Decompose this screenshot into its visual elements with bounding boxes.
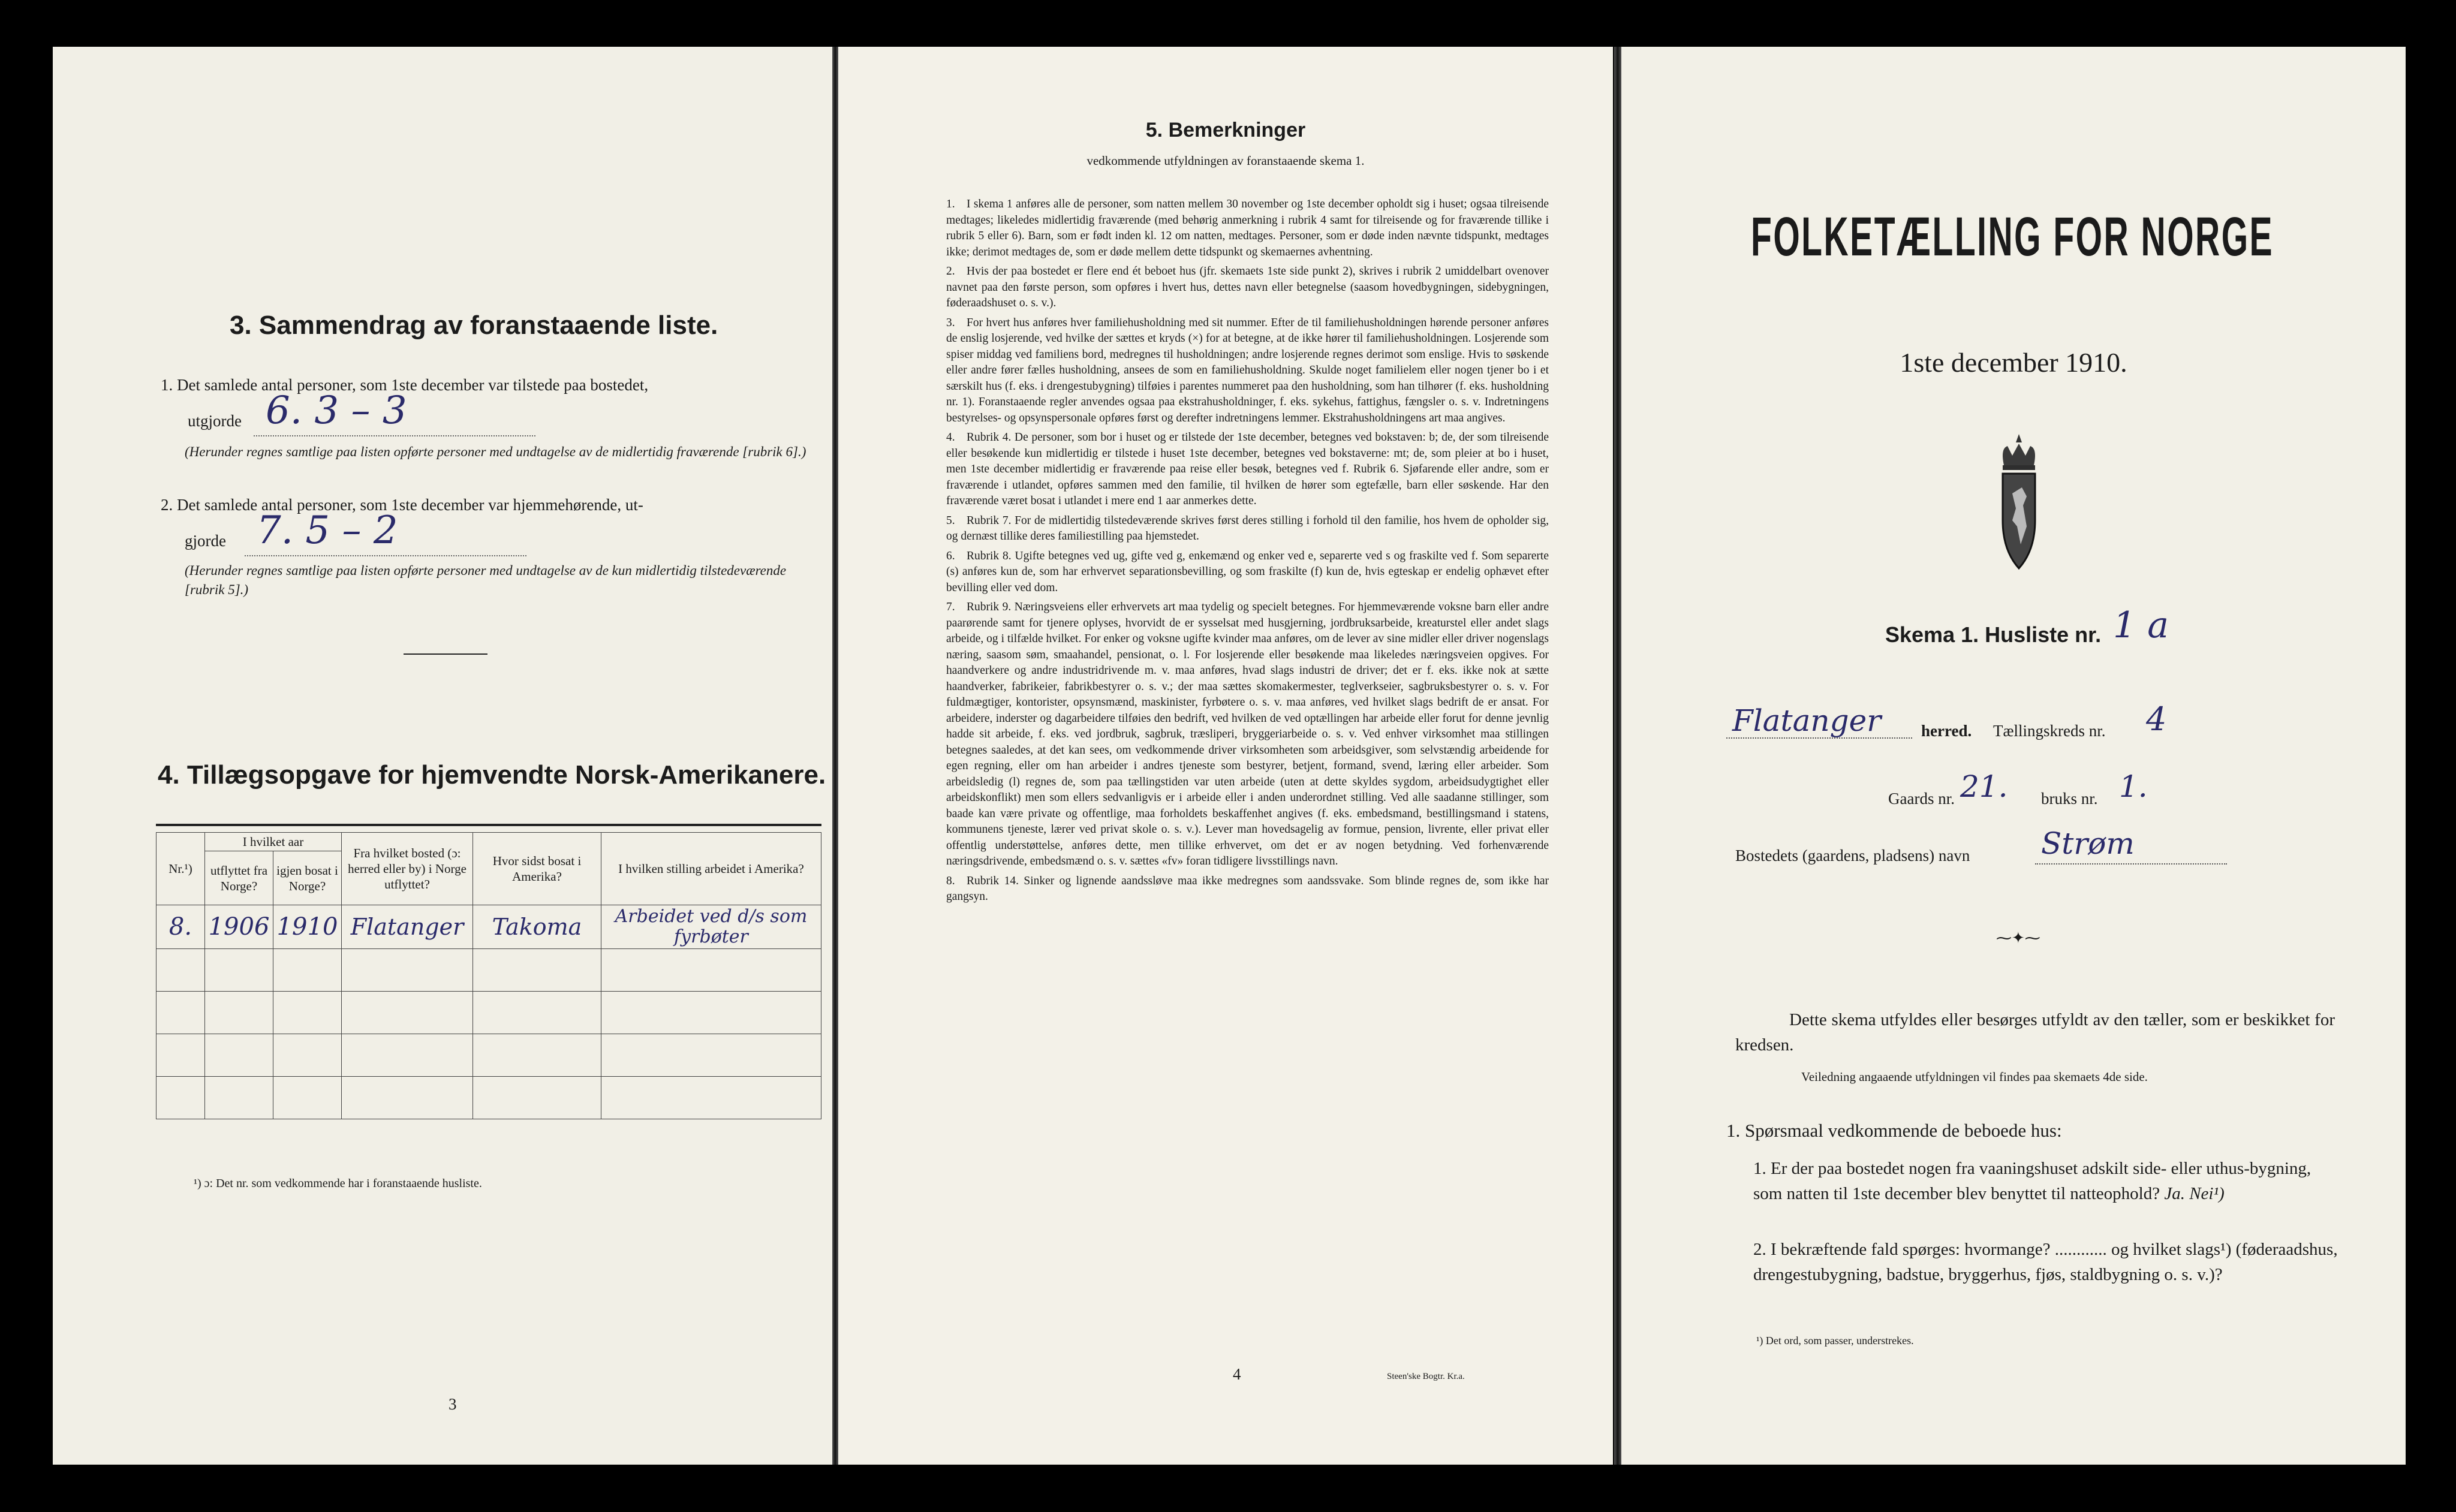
item-1-label: utgjorde: [188, 412, 242, 430]
cell-amerika: Takoma: [473, 905, 601, 949]
cell-utflyttet: 1906: [205, 905, 273, 949]
remark-1: 1. I skema 1 anføres alle de personer, som natten mellem 30 november og 1ste december opholdt sig i huset; ogsaa tilreisende medtages; likeledes midlertidig fraværende (med behørig anmerkning i rubrik 4 samt for tilreisende og for fraværende tillike i rubrik 5 eller 6). Barn, som er født inden kl. 12 om natten, medtages. Personer, som er døde inden nævnte tidspunkt, medtages ikke; derimot medtages de, som er døde mellem dette tidspunkt og skemaernes avhentning.: [946, 198, 1549, 258]
divider: [404, 653, 487, 655]
item-2-value: 7. 5 – 2: [257, 508, 398, 553]
table-row: [156, 1034, 821, 1077]
section-4-title: 4. Tillægsopgave for hjemvendte Norsk-Amerikanere.: [158, 760, 826, 790]
printer-mark: Steen'ske Bogtr. Kr.a.: [1387, 1372, 1465, 1381]
remark-5: 5. Rubrik 7. For de midlertidig tilstedeværende skrives først deres stilling i forhold til den familie, hos hvem de opholder sig, og dernæst tillike deres familiestilling paa hjemstedet.: [946, 514, 1549, 543]
herred-label: herred.: [1921, 722, 1972, 740]
cell-fra: Flatanger: [342, 905, 473, 949]
bruks-label: bruks nr.: [2041, 790, 2098, 808]
ornament-icon: ⁓✦⁓: [1996, 929, 2040, 947]
question-1: 1. Er der paa bostedet nogen fra vaaningshuset adskilt side- eller uthus-bygning, som natten til 1ste december blev benyttet til natteophold? Ja. Nei¹): [1753, 1159, 2311, 1203]
remark-8: 8. Rubrik 14. Sinker og lignende aandssløve maa ikke medregnes som aandssvake. Som blinde regnes de, som ikke har gangsyn.: [946, 874, 1549, 903]
question-2: 2. I bekræftende fald spørges: hvormange? ............ og hvilket slags¹) (føderaadshus, drengestubygning, badstue, bryggerhus, fjøs, staldbygning o. s. v.)?: [1753, 1240, 2338, 1284]
coat-of-arms-icon: [1994, 430, 2043, 580]
schema-number: 1 a: [2113, 604, 2169, 646]
remarks-list: [946, 197, 1549, 909]
item-1-note: (Herunder regnes samtlige paa listen opførte personer med undtagelse av de midlertidig fraværende [rubrik 6].): [185, 444, 806, 459]
bosted-underline: [2035, 863, 2227, 865]
table-top-rule: [156, 824, 821, 826]
item-1-value: 6. 3 – 3: [266, 388, 407, 433]
table-footnote: ¹) ɔ: Det nr. som vedkommende har i foranstaaende husliste.: [194, 1177, 482, 1190]
kreds-value: 4: [2146, 700, 2167, 738]
item-2-text: 2. Det samlede antal personer, som 1ste december var hjemmehørende, ut-: [161, 496, 643, 514]
page-fold: [1614, 47, 1621, 1465]
guide-text: Veiledning angaaende utfyldningen vil findes paa skemaets 4de side.: [1801, 1070, 2148, 1084]
page-middle: [838, 47, 1613, 1465]
gaards-label: Gaards nr.: [1888, 790, 1955, 808]
col-header-utflyttet: utflyttet fra Norge?: [205, 851, 273, 905]
col-header-igjen: igjen bosat i Norge?: [273, 851, 342, 905]
kreds-label: Tællingskreds nr.: [1993, 722, 2106, 740]
col-header-nr: Nr.¹): [156, 833, 205, 905]
item-1-text: 1. Det samlede antal personer, som 1ste december var tilstede paa bostedet,: [161, 376, 649, 394]
table-row: [156, 992, 821, 1034]
col-header-fra: Fra hvilket bosted (ɔ: herred eller by) i Norge utflyttet?: [342, 833, 473, 905]
table-row: [156, 905, 821, 949]
herred-value: Flatanger: [1732, 703, 1882, 738]
norsk-amerikaner-table: [156, 832, 821, 1119]
page-right: [1621, 47, 2406, 1465]
col-header-amerika: Hvor sidst bosat i Amerika?: [473, 833, 601, 905]
remarks-subtitle: vedkommende utfyldningen av foranstaaende skema 1.: [1086, 153, 1365, 168]
bosted-value: Strøm: [2041, 826, 2135, 861]
page-fold: [832, 47, 838, 1465]
schema-label: Skema 1. Husliste nr.: [1885, 622, 2102, 647]
bruks-value: 1.: [2119, 769, 2148, 804]
bosted-label: Bostedets (gaardens, pladsens) navn: [1735, 847, 1970, 865]
cell-stilling: Arbeidet ved d/s som fyrbøter: [601, 905, 821, 949]
remark-4: 4. Rubrik 4. De personer, som bor i huset og er tilstede der 1ste december, betegnes ved bokstaven: b; de, der som tilreisende eller besøkende kun midlertidig er tilstede i huset 1ste december, betegnes ved bokstaverne: mt; de, som pleier at bo i huset, men 1ste december midlertidig er fraværende paa reise eller besøk, betegnes ved f. Rubrik 6. Sjøfarende eller andre, som er fraværende i utlandet, opføres sammen med den familie, til hvilken de hører som egtefælle, barn eller søskende. Har den fraværende været bosat i utlandet i mere end 1 aar anmerkes dette.: [946, 431, 1549, 507]
remark-3: 3. For hvert hus anføres hver familiehusholdning med sit nummer. Efter de til familiehusholdningen hørende personer anføres de enslig losjerende, ved hvilke der sættes et kryds (×) for at betegne, at de ikke hører til familiehusholdningen. Losjerende som spiser middag ved familiens bord, medregnes til husholdningen; andre losjerende regnes derimot som enslige. Hvis to søskende eller andre fører fælles husholdning, ansees de som en familiehusholdning. Skulde noget familielem eller nogen tjener bo i et særskilt hus (f. eks. i drengestubygning) tilføies i parentes nummeret paa den husholdning, som han tilhører (f. eks. husholdning nr. 1). Foranstaaende regler anvendes ogsaa paa ekstrahusholdninger, f. eks. sykehus, fattighus, fængsler o. s. v. Indretningens bestyrelses- og opsynspersonale opføres først og derefter indretningens lemmer. Ekstrahusholdningens art maa angives.: [946, 316, 1549, 424]
page-number: 4: [1233, 1365, 1241, 1383]
census-date: 1ste december 1910.: [1900, 347, 2127, 378]
table-row: [156, 949, 821, 992]
item-1-underline: [254, 435, 535, 436]
herred-underline: [1726, 737, 1912, 739]
cell-nr: 8.: [156, 905, 205, 949]
remark-2: 2. Hvis der paa bostedet er flere end ét beboet hus (jfr. skemaets 1ste side punkt 2), skrives i rubrik 2 umiddelbart ovenover navnet paa den første person, som opføres i hvert hus, dettes navn eller betegnelse (saasom hovedbygningen, sidebygningen, føderaadshuset o. s. v.).: [946, 265, 1549, 309]
gaards-value: 21.: [1960, 769, 2008, 804]
right-footnote: ¹) Det ord, som passer, understrekes.: [1756, 1335, 1914, 1347]
item-2-note: (Herunder regnes samtlige paa listen opførte personer med undtagelse av de kun midlertidig tilstedeværende [rubrik 5].): [185, 563, 787, 597]
col-header-group: I hvilket aar: [205, 833, 342, 851]
remark-6: 6. Rubrik 8. Ugifte betegnes ved ug, gifte ved g, enkemænd og enker ved e, separerte ved s og fraskilte ved f. Som separerte (s) anføres kun de, som har erhvervet separationsbevilling, og som fraskilte (f) kun de, hvis egteskap er endelig ophævet efter bevilling eller ved dom.: [946, 549, 1549, 594]
col-header-stilling: I hvilken stilling arbeidet i Amerika?: [601, 833, 821, 905]
remark-7: 7. Rubrik 9. Næringsveiens eller erhvervets art maa tydelig og specielt betegnes. For hjemmeværende voksne barn eller andre paarørende samt for tjenere oplyses, hvorvidt de er sysselsat med husgjerning, jordbruksarbeide, kreaturstel eller andet slags arbeide, og i tilfælde hvilket. For enker og voksne ugifte kvinder maa anføres, om de lever av sine midler eller driver nogenslags næring, saasom søm, smaahandel, pensionat, o. l. For losjerende eller besøkende maa likeledes næringsveien opgives. For haandverkere og andre industridrivende m. v. maa anføres, hvad slags industri de driver; det er f. eks. ikke nok at sætte haandverker, fabrikeier, fabrikbestyrer o. s. v.; der maa sættes skomakermester, teglverkseier, sagbruksbestyrer o. s. v. For fuldmægtiger, kontorister, opsynsmænd, maskinister, fyrbøtere o. s. v. maa anføres, ved hvilket slags bedrift de er ansat. For arbeidere, inderster og dagarbeidere tilføies den bedrift, ved hvilken de ved optællingen har arbeide eller forut for denne jevnlig hadde sit arbeide, f. eks. ved jordbruk, sagbruk, træsliperi, bryggeriarbeide o. s. v. Ved enhver virksomhet maa stillingen betegnes saaledes, at det kan sees, om vedkommende driver virksomheten som arbeidsgiver, som selvstændig arbeidende for egen regning, eller om han arbeider i andres tjeneste som bestyrer, betjent, formand, svend, læring eller arbeider. Som arbeidsledig (l) regnes de, som paa tællingstiden var uten arbeide (uten at dette skyldes sygdom, arbeidsudygtighet eller arbeidskonflikt) men som ellers sedvanligvis er i arbeide eller i anden underordnet stilling. Ved alle saadanne stillinger, som baade kan være private og offentlige, maa forholdets beskaffenhet angives (f. eks. embedsmand, bestillingsmand i statens, kommunens tjeneste, lærer ved privat skole o. s. v.). Lever man hovedsagelig av formue, pension, livrente, eller privat eller offentlig understøttelse, anføres dette, men tillike erhvervet, om det er av nogen betydning. Ved forhenværende næringsdrivende, embedsmænd o. s. v. sættes «fv» foran tidligere livsstillings navn.: [946, 601, 1549, 868]
item-2-label: gjorde: [185, 532, 226, 550]
page-number: 3: [449, 1395, 457, 1413]
cell-igjen: 1910: [273, 905, 342, 949]
page-left: [53, 47, 832, 1465]
table-row: [156, 1077, 821, 1119]
questions-heading: 1. Spørsmaal vedkommende de beboede hus:: [1726, 1120, 2062, 1141]
remarks-title: 5. Bemerkninger: [1145, 119, 1306, 141]
census-title: FOLKETÆLLING FOR NORGE: [1751, 206, 2274, 267]
intro-text: Dette skema utfyldes eller besørges utfyldt av den tæller, som er beskikket for kredsen.: [1735, 1010, 2335, 1055]
item-2-underline: [245, 555, 526, 556]
section-3-title: 3. Sammendrag av foranstaaende liste.: [230, 311, 718, 340]
question-1-options: Ja. Nei¹): [2164, 1184, 2225, 1203]
